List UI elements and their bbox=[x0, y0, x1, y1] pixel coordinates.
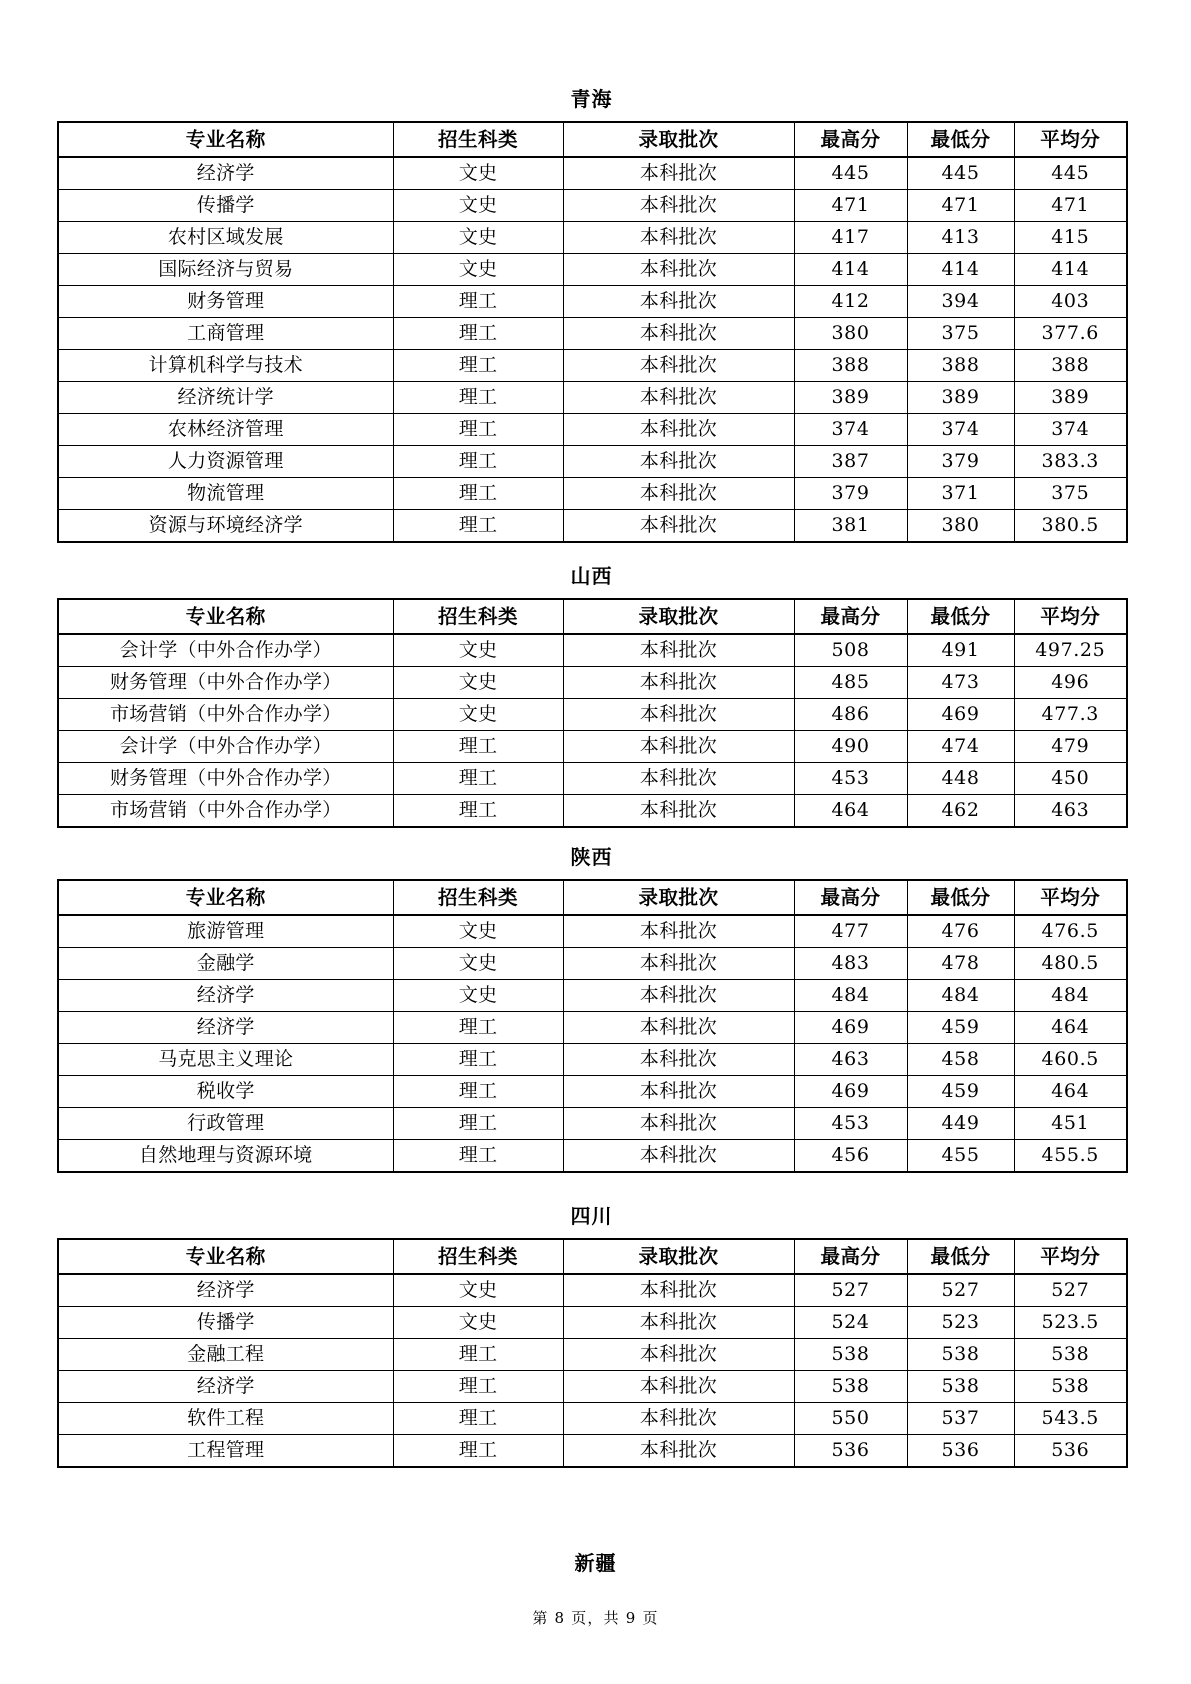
cell-lowest-score: 414 bbox=[907, 254, 1014, 286]
cell-highest-score: 387 bbox=[794, 446, 907, 478]
section-title: 青海 bbox=[570, 87, 613, 111]
cell-average-score: 380.5 bbox=[1014, 510, 1127, 543]
column-header-major: 专业名称 bbox=[58, 880, 393, 915]
column-header-average-score: 平均分 bbox=[1014, 880, 1127, 915]
cell-major: 经济统计学 bbox=[58, 382, 393, 414]
cell-batch: 本科批次 bbox=[563, 446, 794, 478]
cell-category: 文史 bbox=[393, 634, 563, 667]
table-row bbox=[58, 222, 1127, 254]
cell-major: 资源与环境经济学 bbox=[58, 510, 393, 543]
cell-major: 传播学 bbox=[58, 190, 393, 222]
column-header-lowest-score: 最低分 bbox=[907, 599, 1014, 634]
cell-highest-score: 417 bbox=[794, 222, 907, 254]
cell-batch: 本科批次 bbox=[563, 699, 794, 731]
cell-average-score: 374 bbox=[1014, 414, 1127, 446]
cell-lowest-score: 445 bbox=[907, 157, 1014, 190]
cell-category: 理工 bbox=[393, 318, 563, 350]
cell-major: 人力资源管理 bbox=[58, 446, 393, 478]
cell-category: 文史 bbox=[393, 190, 563, 222]
cell-category: 理工 bbox=[393, 795, 563, 828]
cell-lowest-score: 478 bbox=[907, 948, 1014, 980]
cell-average-score: 451 bbox=[1014, 1108, 1127, 1140]
cell-lowest-score: 375 bbox=[907, 318, 1014, 350]
cell-major: 市场营销（中外合作办学） bbox=[58, 795, 393, 828]
cell-major: 金融工程 bbox=[58, 1339, 393, 1371]
cell-category: 理工 bbox=[393, 1403, 563, 1435]
table-row bbox=[58, 1435, 1127, 1468]
cell-major: 旅游管理 bbox=[58, 915, 393, 948]
cell-category: 文史 bbox=[393, 157, 563, 190]
cell-major: 经济学 bbox=[58, 1012, 393, 1044]
table-row bbox=[58, 948, 1127, 980]
cell-highest-score: 381 bbox=[794, 510, 907, 543]
cell-highest-score: 469 bbox=[794, 1012, 907, 1044]
cell-category: 理工 bbox=[393, 1044, 563, 1076]
cell-average-score: 455.5 bbox=[1014, 1140, 1127, 1173]
cell-major: 会计学（中外合作办学） bbox=[58, 731, 393, 763]
table-row bbox=[58, 1403, 1127, 1435]
cell-lowest-score: 374 bbox=[907, 414, 1014, 446]
cell-lowest-score: 413 bbox=[907, 222, 1014, 254]
cell-major: 物流管理 bbox=[58, 478, 393, 510]
cell-lowest-score: 448 bbox=[907, 763, 1014, 795]
table-row bbox=[58, 318, 1127, 350]
cell-average-score: 450 bbox=[1014, 763, 1127, 795]
cell-lowest-score: 458 bbox=[907, 1044, 1014, 1076]
cell-average-score: 480.5 bbox=[1014, 948, 1127, 980]
cell-category: 理工 bbox=[393, 1012, 563, 1044]
cell-average-score: 484 bbox=[1014, 980, 1127, 1012]
cell-category: 理工 bbox=[393, 1140, 563, 1173]
cell-batch: 本科批次 bbox=[563, 1108, 794, 1140]
cell-major: 国际经济与贸易 bbox=[58, 254, 393, 286]
table-row bbox=[58, 980, 1127, 1012]
cell-batch: 本科批次 bbox=[563, 254, 794, 286]
cell-major: 行政管理 bbox=[58, 1108, 393, 1140]
table-row bbox=[58, 1307, 1127, 1339]
cell-lowest-score: 474 bbox=[907, 731, 1014, 763]
table-row bbox=[58, 510, 1127, 543]
cell-highest-score: 471 bbox=[794, 190, 907, 222]
cell-average-score: 479 bbox=[1014, 731, 1127, 763]
cell-highest-score: 508 bbox=[794, 634, 907, 667]
cell-batch: 本科批次 bbox=[563, 1403, 794, 1435]
cell-major: 农林经济管理 bbox=[58, 414, 393, 446]
column-header-average-score: 平均分 bbox=[1014, 599, 1127, 634]
cell-batch: 本科批次 bbox=[563, 1140, 794, 1173]
cell-batch: 本科批次 bbox=[563, 1371, 794, 1403]
cell-highest-score: 380 bbox=[794, 318, 907, 350]
cell-major: 会计学（中外合作办学） bbox=[58, 634, 393, 667]
cell-lowest-score: 537 bbox=[907, 1403, 1014, 1435]
column-header-major: 专业名称 bbox=[58, 599, 393, 634]
cell-highest-score: 538 bbox=[794, 1339, 907, 1371]
section-title: 山西 bbox=[570, 564, 613, 588]
cell-major: 市场营销（中外合作办学） bbox=[58, 699, 393, 731]
cell-highest-score: 485 bbox=[794, 667, 907, 699]
cell-lowest-score: 455 bbox=[907, 1140, 1014, 1173]
cell-lowest-score: 538 bbox=[907, 1371, 1014, 1403]
table-header-row bbox=[58, 1239, 1127, 1274]
cell-batch: 本科批次 bbox=[563, 1435, 794, 1468]
table-row bbox=[58, 414, 1127, 446]
cell-major: 传播学 bbox=[58, 1307, 393, 1339]
cell-average-score: 543.5 bbox=[1014, 1403, 1127, 1435]
table-row bbox=[58, 190, 1127, 222]
column-header-category: 招生科类 bbox=[393, 599, 563, 634]
page-footer: 第 8 页，共 9 页 bbox=[532, 1609, 659, 1627]
cell-highest-score: 524 bbox=[794, 1307, 907, 1339]
cell-average-score: 414 bbox=[1014, 254, 1127, 286]
cell-category: 文史 bbox=[393, 948, 563, 980]
cell-category: 理工 bbox=[393, 1108, 563, 1140]
cell-batch: 本科批次 bbox=[563, 795, 794, 828]
column-header-major: 专业名称 bbox=[58, 1239, 393, 1274]
cell-highest-score: 389 bbox=[794, 382, 907, 414]
province-section bbox=[57, 1205, 1126, 1468]
cell-highest-score: 453 bbox=[794, 763, 907, 795]
section-title: 四川 bbox=[570, 1204, 613, 1228]
table-row bbox=[58, 382, 1127, 414]
table-row bbox=[58, 1012, 1127, 1044]
cell-lowest-score: 491 bbox=[907, 634, 1014, 667]
cell-lowest-score: 459 bbox=[907, 1076, 1014, 1108]
cell-batch: 本科批次 bbox=[563, 382, 794, 414]
cell-highest-score: 477 bbox=[794, 915, 907, 948]
cell-average-score: 464 bbox=[1014, 1076, 1127, 1108]
column-header-category: 招生科类 bbox=[393, 1239, 563, 1274]
cell-major: 工商管理 bbox=[58, 318, 393, 350]
cell-batch: 本科批次 bbox=[563, 157, 794, 190]
cell-average-score: 536 bbox=[1014, 1435, 1127, 1468]
table-row bbox=[58, 763, 1127, 795]
cell-lowest-score: 484 bbox=[907, 980, 1014, 1012]
table-row bbox=[58, 350, 1127, 382]
table-row bbox=[58, 795, 1127, 828]
column-header-average-score: 平均分 bbox=[1014, 1239, 1127, 1274]
cell-average-score: 538 bbox=[1014, 1371, 1127, 1403]
cell-major: 财务管理（中外合作办学） bbox=[58, 667, 393, 699]
table-row bbox=[58, 1371, 1127, 1403]
cell-highest-score: 464 bbox=[794, 795, 907, 828]
cell-average-score: 476.5 bbox=[1014, 915, 1127, 948]
cell-average-score: 375 bbox=[1014, 478, 1127, 510]
cell-average-score: 527 bbox=[1014, 1274, 1127, 1307]
cell-highest-score: 414 bbox=[794, 254, 907, 286]
cell-category: 文史 bbox=[393, 1307, 563, 1339]
cell-average-score: 383.3 bbox=[1014, 446, 1127, 478]
cell-average-score: 464 bbox=[1014, 1012, 1127, 1044]
cell-batch: 本科批次 bbox=[563, 634, 794, 667]
score-table bbox=[57, 598, 1128, 828]
cell-major: 金融学 bbox=[58, 948, 393, 980]
cell-major: 财务管理（中外合作办学） bbox=[58, 763, 393, 795]
cell-lowest-score: 379 bbox=[907, 446, 1014, 478]
cell-lowest-score: 538 bbox=[907, 1339, 1014, 1371]
cell-lowest-score: 473 bbox=[907, 667, 1014, 699]
cell-major: 经济学 bbox=[58, 1371, 393, 1403]
cell-lowest-score: 459 bbox=[907, 1012, 1014, 1044]
province-section bbox=[57, 565, 1126, 828]
column-header-major: 专业名称 bbox=[58, 122, 393, 157]
cell-average-score: 388 bbox=[1014, 350, 1127, 382]
column-header-lowest-score: 最低分 bbox=[907, 1239, 1014, 1274]
cell-category: 文史 bbox=[393, 1274, 563, 1307]
cell-category: 理工 bbox=[393, 510, 563, 543]
cell-batch: 本科批次 bbox=[563, 1012, 794, 1044]
cell-batch: 本科批次 bbox=[563, 763, 794, 795]
score-table bbox=[57, 1238, 1128, 1468]
cell-batch: 本科批次 bbox=[563, 1076, 794, 1108]
cell-average-score: 403 bbox=[1014, 286, 1127, 318]
cell-highest-score: 379 bbox=[794, 478, 907, 510]
table-row bbox=[58, 478, 1127, 510]
cell-batch: 本科批次 bbox=[563, 510, 794, 543]
cell-average-score: 477.3 bbox=[1014, 699, 1127, 731]
cell-batch: 本科批次 bbox=[563, 478, 794, 510]
cell-highest-score: 536 bbox=[794, 1435, 907, 1468]
cell-batch: 本科批次 bbox=[563, 286, 794, 318]
cell-category: 理工 bbox=[393, 763, 563, 795]
table-row bbox=[58, 731, 1127, 763]
cell-batch: 本科批次 bbox=[563, 350, 794, 382]
province-section bbox=[57, 88, 1126, 543]
column-header-batch: 录取批次 bbox=[563, 122, 794, 157]
table-row bbox=[58, 446, 1127, 478]
cell-lowest-score: 527 bbox=[907, 1274, 1014, 1307]
cell-category: 理工 bbox=[393, 1435, 563, 1468]
cell-major: 经济学 bbox=[58, 1274, 393, 1307]
cell-major: 经济学 bbox=[58, 157, 393, 190]
cell-highest-score: 483 bbox=[794, 948, 907, 980]
cell-highest-score: 490 bbox=[794, 731, 907, 763]
cell-category: 文史 bbox=[393, 980, 563, 1012]
cell-average-score: 523.5 bbox=[1014, 1307, 1127, 1339]
cell-highest-score: 456 bbox=[794, 1140, 907, 1173]
cell-lowest-score: 388 bbox=[907, 350, 1014, 382]
cell-highest-score: 486 bbox=[794, 699, 907, 731]
cell-batch: 本科批次 bbox=[563, 1307, 794, 1339]
cell-major: 农村区域发展 bbox=[58, 222, 393, 254]
column-header-average-score: 平均分 bbox=[1014, 122, 1127, 157]
score-table bbox=[57, 121, 1128, 543]
cell-average-score: 460.5 bbox=[1014, 1044, 1127, 1076]
cell-batch: 本科批次 bbox=[563, 1044, 794, 1076]
cell-lowest-score: 394 bbox=[907, 286, 1014, 318]
cell-category: 理工 bbox=[393, 478, 563, 510]
cell-batch: 本科批次 bbox=[563, 190, 794, 222]
cell-batch: 本科批次 bbox=[563, 915, 794, 948]
cell-average-score: 415 bbox=[1014, 222, 1127, 254]
cell-batch: 本科批次 bbox=[563, 414, 794, 446]
cell-category: 理工 bbox=[393, 286, 563, 318]
column-header-highest-score: 最高分 bbox=[794, 599, 907, 634]
column-header-highest-score: 最高分 bbox=[794, 122, 907, 157]
table-header-row bbox=[58, 599, 1127, 634]
cell-average-score: 471 bbox=[1014, 190, 1127, 222]
cell-average-score: 538 bbox=[1014, 1339, 1127, 1371]
cell-lowest-score: 536 bbox=[907, 1435, 1014, 1468]
cell-average-score: 389 bbox=[1014, 382, 1127, 414]
cell-lowest-score: 449 bbox=[907, 1108, 1014, 1140]
cell-highest-score: 388 bbox=[794, 350, 907, 382]
cell-batch: 本科批次 bbox=[563, 318, 794, 350]
cell-highest-score: 469 bbox=[794, 1076, 907, 1108]
table-row bbox=[58, 1108, 1127, 1140]
cell-category: 文史 bbox=[393, 667, 563, 699]
cell-major: 计算机科学与技术 bbox=[58, 350, 393, 382]
cell-lowest-score: 371 bbox=[907, 478, 1014, 510]
cell-category: 文史 bbox=[393, 254, 563, 286]
cell-category: 理工 bbox=[393, 414, 563, 446]
cell-batch: 本科批次 bbox=[563, 1274, 794, 1307]
table-row bbox=[58, 157, 1127, 190]
cell-batch: 本科批次 bbox=[563, 667, 794, 699]
cell-major: 税收学 bbox=[58, 1076, 393, 1108]
column-header-lowest-score: 最低分 bbox=[907, 122, 1014, 157]
table-row bbox=[58, 667, 1127, 699]
column-header-highest-score: 最高分 bbox=[794, 1239, 907, 1274]
cell-category: 理工 bbox=[393, 382, 563, 414]
cell-lowest-score: 462 bbox=[907, 795, 1014, 828]
cell-highest-score: 445 bbox=[794, 157, 907, 190]
table-row bbox=[58, 1274, 1127, 1307]
cell-major: 马克思主义理论 bbox=[58, 1044, 393, 1076]
table-row bbox=[58, 1339, 1127, 1371]
cell-category: 文史 bbox=[393, 222, 563, 254]
cell-average-score: 497.25 bbox=[1014, 634, 1127, 667]
table-header-row bbox=[58, 122, 1127, 157]
cell-highest-score: 538 bbox=[794, 1371, 907, 1403]
cell-major: 软件工程 bbox=[58, 1403, 393, 1435]
cell-category: 理工 bbox=[393, 1371, 563, 1403]
table-row bbox=[58, 915, 1127, 948]
table-row bbox=[58, 1044, 1127, 1076]
cell-batch: 本科批次 bbox=[563, 222, 794, 254]
table-row bbox=[58, 286, 1127, 318]
cell-highest-score: 527 bbox=[794, 1274, 907, 1307]
cell-category: 文史 bbox=[393, 915, 563, 948]
table-row bbox=[58, 1076, 1127, 1108]
column-header-batch: 录取批次 bbox=[563, 1239, 794, 1274]
cell-batch: 本科批次 bbox=[563, 731, 794, 763]
cell-category: 理工 bbox=[393, 446, 563, 478]
cell-average-score: 496 bbox=[1014, 667, 1127, 699]
cell-average-score: 463 bbox=[1014, 795, 1127, 828]
cell-lowest-score: 469 bbox=[907, 699, 1014, 731]
column-header-highest-score: 最高分 bbox=[794, 880, 907, 915]
cell-category: 文史 bbox=[393, 699, 563, 731]
cell-lowest-score: 523 bbox=[907, 1307, 1014, 1339]
cell-highest-score: 453 bbox=[794, 1108, 907, 1140]
column-header-batch: 录取批次 bbox=[563, 880, 794, 915]
score-table bbox=[57, 879, 1128, 1173]
cell-major: 工程管理 bbox=[58, 1435, 393, 1468]
cell-highest-score: 550 bbox=[794, 1403, 907, 1435]
cell-category: 理工 bbox=[393, 731, 563, 763]
column-header-batch: 录取批次 bbox=[563, 599, 794, 634]
province-section bbox=[57, 846, 1126, 1173]
cell-lowest-score: 471 bbox=[907, 190, 1014, 222]
table-row bbox=[58, 634, 1127, 667]
cell-batch: 本科批次 bbox=[563, 980, 794, 1012]
cell-highest-score: 374 bbox=[794, 414, 907, 446]
cell-category: 理工 bbox=[393, 1076, 563, 1108]
cell-batch: 本科批次 bbox=[563, 1339, 794, 1371]
cell-highest-score: 412 bbox=[794, 286, 907, 318]
table-header-row bbox=[58, 880, 1127, 915]
cell-major: 财务管理 bbox=[58, 286, 393, 318]
table-row bbox=[58, 254, 1127, 286]
column-header-category: 招生科类 bbox=[393, 122, 563, 157]
cell-lowest-score: 380 bbox=[907, 510, 1014, 543]
cell-major: 自然地理与资源环境 bbox=[58, 1140, 393, 1173]
column-header-lowest-score: 最低分 bbox=[907, 880, 1014, 915]
cell-average-score: 445 bbox=[1014, 157, 1127, 190]
cell-major: 经济学 bbox=[58, 980, 393, 1012]
table-row bbox=[58, 1140, 1127, 1173]
section-title-xinjiang: 新疆 bbox=[574, 1551, 617, 1575]
cell-lowest-score: 389 bbox=[907, 382, 1014, 414]
section-title: 陕西 bbox=[570, 845, 613, 869]
cell-batch: 本科批次 bbox=[563, 948, 794, 980]
column-header-category: 招生科类 bbox=[393, 880, 563, 915]
cell-highest-score: 484 bbox=[794, 980, 907, 1012]
cell-lowest-score: 476 bbox=[907, 915, 1014, 948]
cell-category: 理工 bbox=[393, 1339, 563, 1371]
cell-highest-score: 463 bbox=[794, 1044, 907, 1076]
cell-average-score: 377.6 bbox=[1014, 318, 1127, 350]
cell-category: 理工 bbox=[393, 350, 563, 382]
table-row bbox=[58, 699, 1127, 731]
